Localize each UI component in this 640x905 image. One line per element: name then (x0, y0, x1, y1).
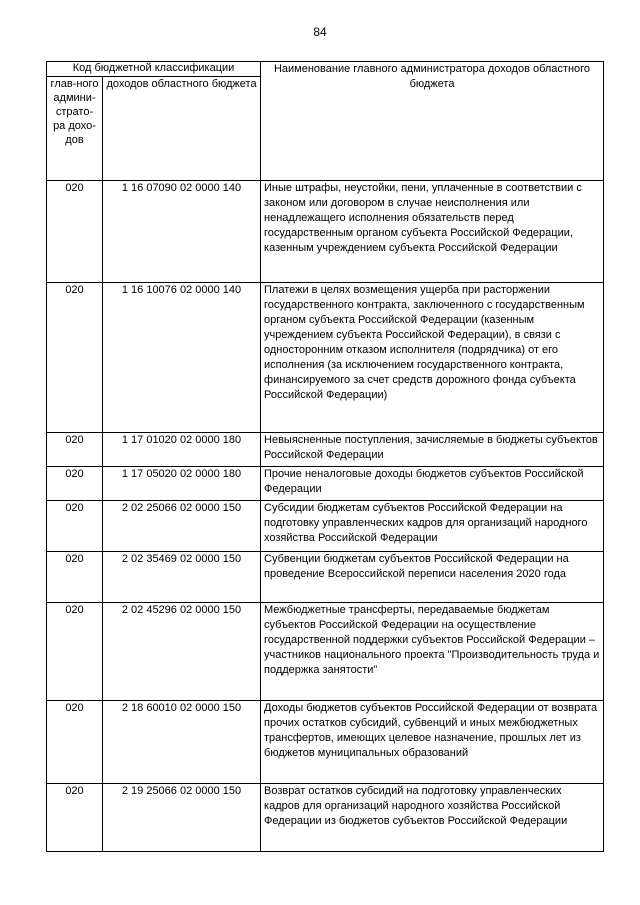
income-code-cell: 1 17 01020 02 0000 180 (103, 433, 261, 467)
table-row (47, 552, 604, 603)
income-code-cell: 2 18 60010 02 0000 150 (103, 701, 261, 784)
header-income-code: доходов областного бюджета (103, 77, 261, 181)
header-admin-code: глав-ного админи-страто-ра дохо-дов (47, 77, 103, 181)
table-row (47, 701, 604, 784)
admin-code-cell: 020 (47, 784, 103, 852)
table-row (47, 181, 604, 283)
admin-code-cell: 020 (47, 552, 103, 603)
income-name-cell: Доходы бюджетов субъектов Российской Федерации от возврата прочих остатков субсидий, субвенций и иных межбюджетных трансфертов, имеющих целевое назначение, прошлых лет из бюджетов муниципальных образований (261, 701, 604, 784)
header-code-group: Код бюджетной классификации (47, 62, 261, 77)
income-name-cell: Возврат остатков субсидий на подготовку управленческих кадров для организаций народного хозяйства Российской Федерации из бюджетов субъектов Российской Федерации (261, 784, 604, 852)
table-row (47, 784, 604, 852)
page-number: 84 (313, 25, 327, 39)
admin-code-cell: 020 (47, 701, 103, 784)
income-name-cell: Иные штрафы, неустойки, пени, уплаченные в соответствии с законом или договором в случае неисполнения или ненадлежащего исполнения обязательств перед государственным органом субъекта Российской Федерации, казенным учреждением субъекта Российской Федерации (261, 181, 604, 283)
income-code-cell: 2 02 45296 02 0000 150 (103, 603, 261, 701)
income-name-cell: Платежи в целях возмещения ущерба при расторжении государственного контракта, заключенного с государственным органом субъекта Российской Федерации (казенным учреждением субъекта Российской Федерации), в связи с односторонним отказом исполнителя (подрядчика) от его исполнения (за исключением государственного контракта, финансируемого за счет средств дорожного фонда субъекта Российской Федерации) (261, 283, 604, 433)
income-code-cell: 1 16 10076 02 0000 140 (103, 283, 261, 433)
budget-classification-table (46, 61, 604, 852)
admin-code-cell: 020 (47, 433, 103, 467)
table-row (47, 501, 604, 552)
table-row (47, 283, 604, 433)
table-row (47, 603, 604, 701)
table-row (47, 433, 604, 467)
admin-code-cell: 020 (47, 467, 103, 501)
header-admin-name: Наименование главного администратора доходов областного бюджета (261, 62, 604, 181)
income-name-cell: Прочие неналоговые доходы бюджетов субъектов Российской Федерации (261, 467, 604, 501)
income-code-cell: 1 17 05020 02 0000 180 (103, 467, 261, 501)
admin-code-cell: 020 (47, 181, 103, 283)
income-code-cell: 2 02 35469 02 0000 150 (103, 552, 261, 603)
income-code-cell: 2 19 25066 02 0000 150 (103, 784, 261, 852)
income-code-cell: 1 16 07090 02 0000 140 (103, 181, 261, 283)
income-name-cell: Невыясненные поступления, зачисляемые в бюджеты субъектов Российской Федерации (261, 433, 604, 467)
admin-code-cell: 020 (47, 603, 103, 701)
income-name-cell: Межбюджетные трансферты, передаваемые бюджетам субъектов Российской Федерации на осуществление государственной поддержки субъектов Российской Федерации – участников национального проекта "Производительность труда и поддержка занятости" (261, 603, 604, 701)
admin-code-cell: 020 (47, 501, 103, 552)
income-name-cell: Субвенции бюджетам субъектов Российской Федерации на проведение Всероссийской переписи населения 2020 года (261, 552, 604, 603)
table-row (47, 467, 604, 501)
income-code-cell: 2 02 25066 02 0000 150 (103, 501, 261, 552)
admin-code-cell: 020 (47, 283, 103, 433)
income-name-cell: Субсидии бюджетам субъектов Российской Федерации на подготовку управленческих кадров для организаций народного хозяйства Российской Федерации (261, 501, 604, 552)
